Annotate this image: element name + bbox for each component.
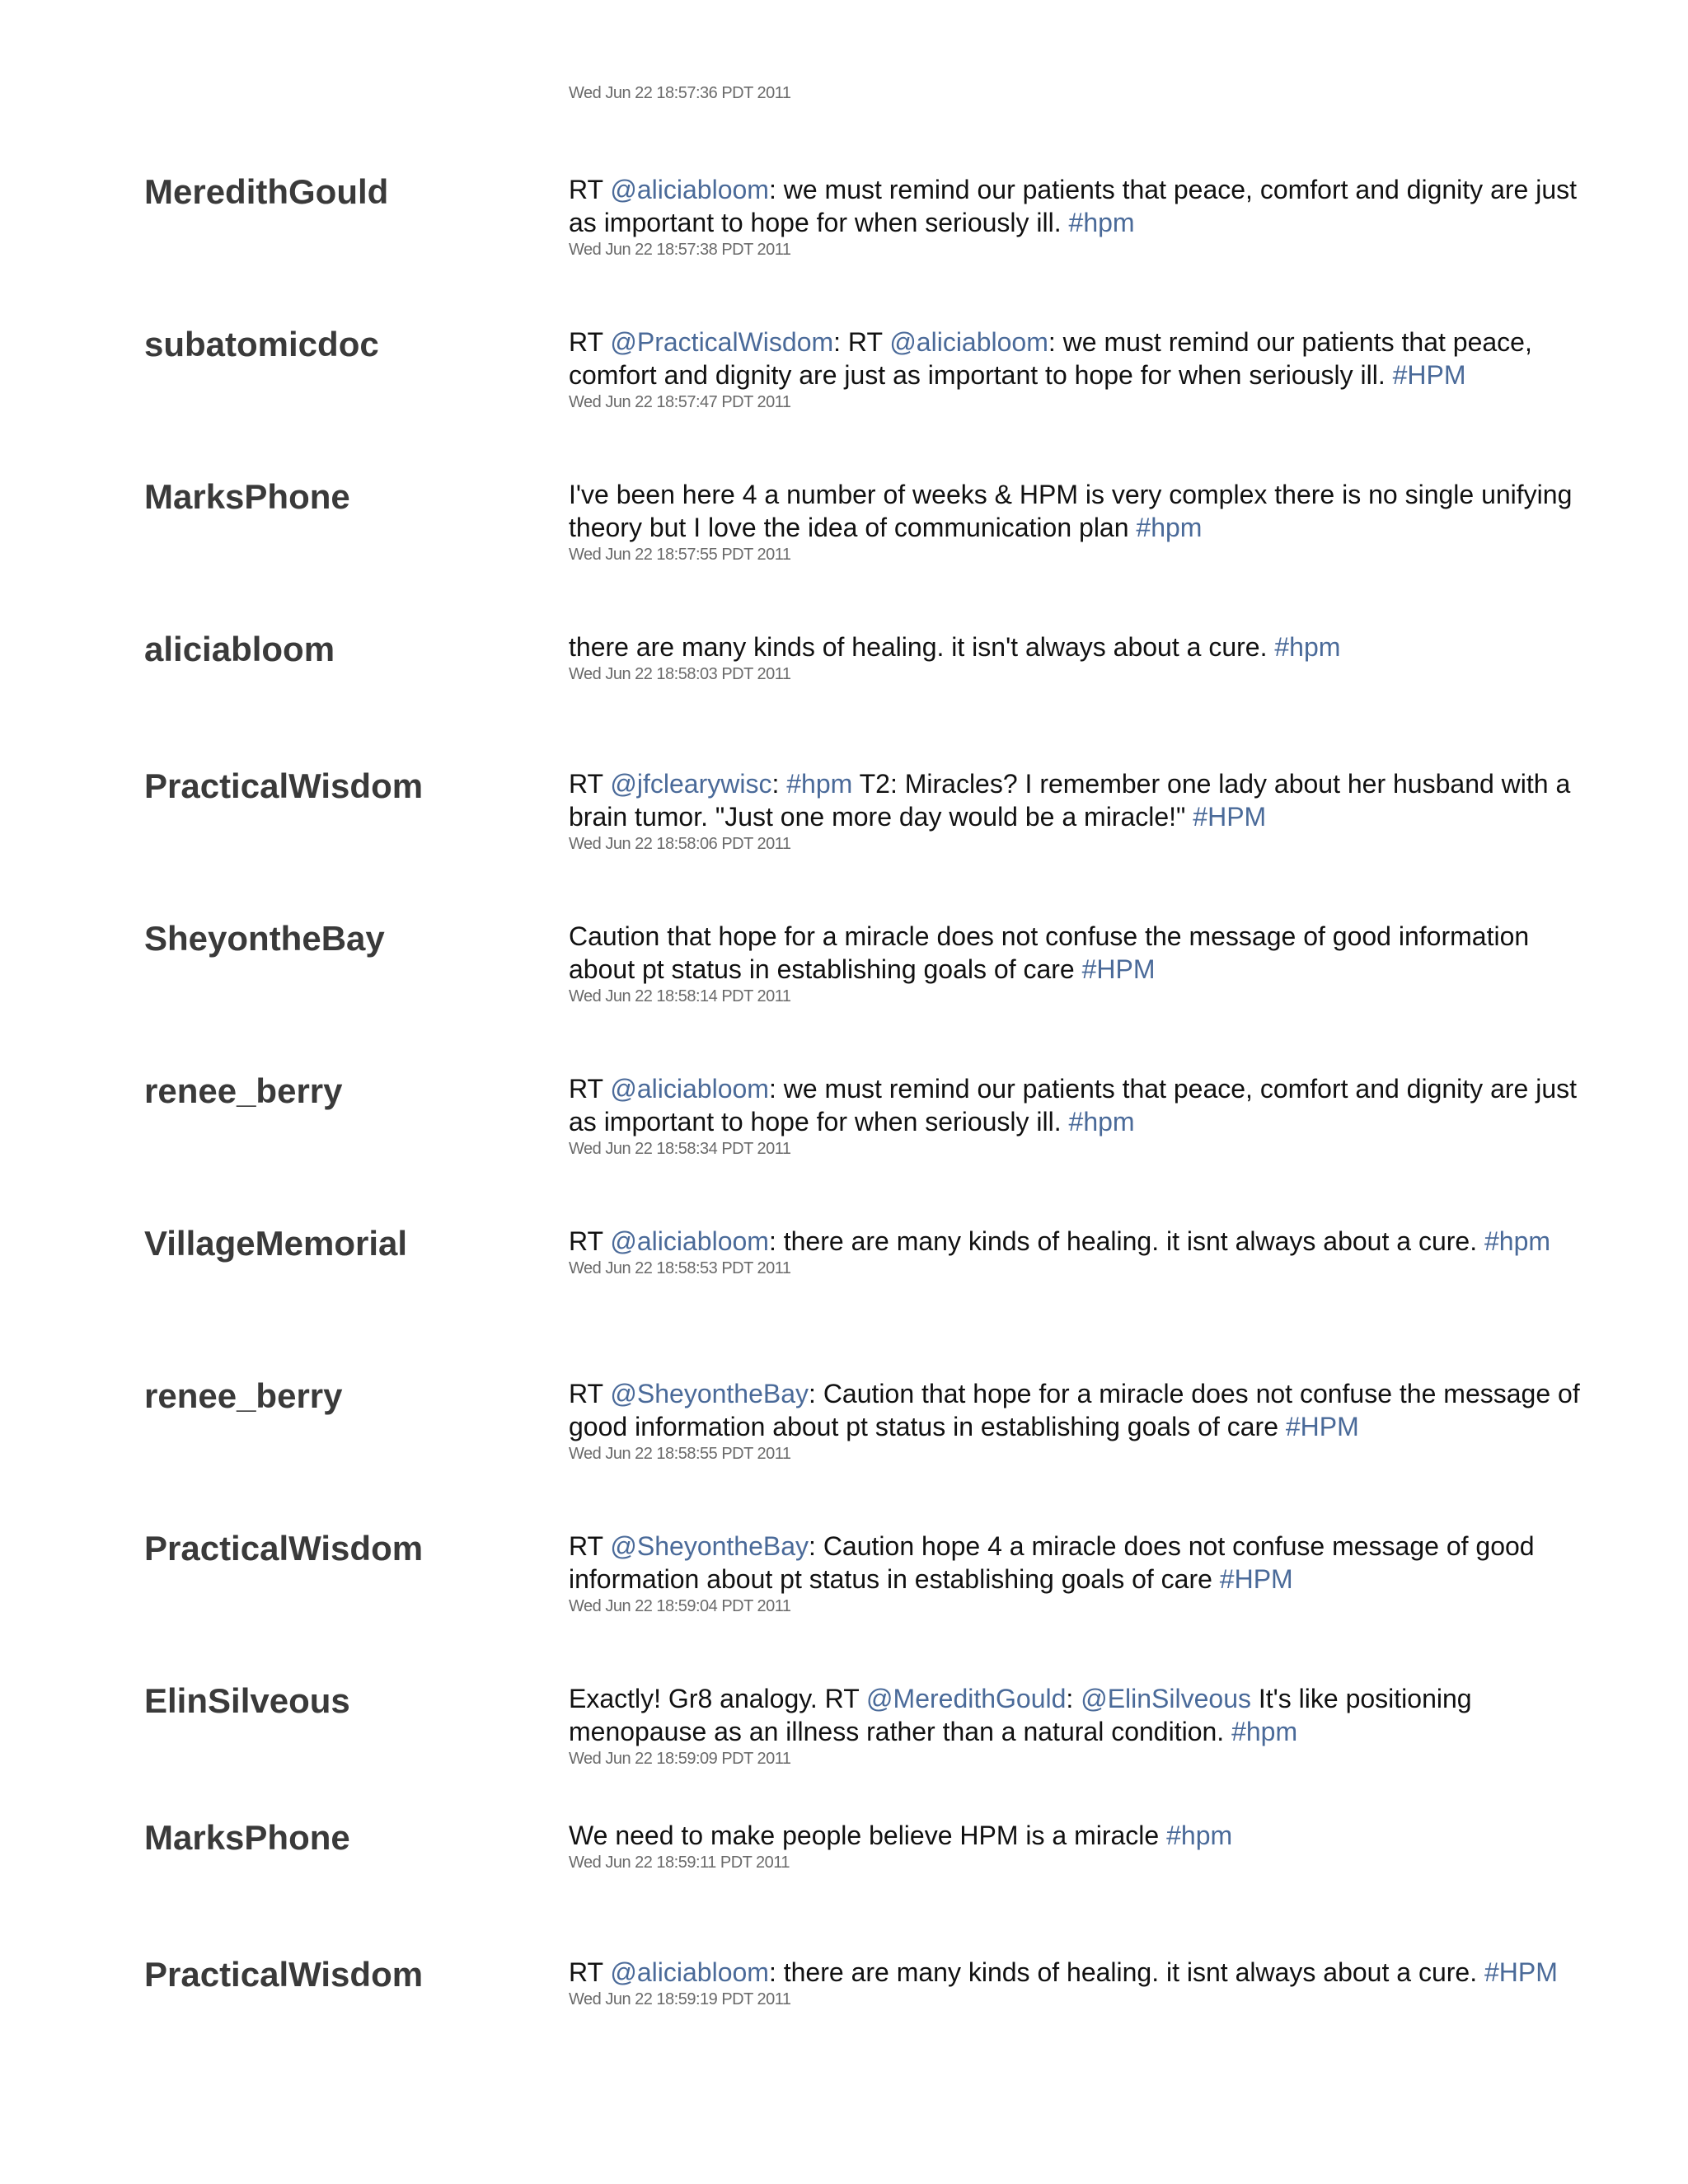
tweet-text	[569, 478, 1591, 544]
tweet-text-segment: RT	[569, 1957, 611, 1987]
tweet-author[interactable]: subatomicdoc	[144, 325, 379, 363]
hashtag-link[interactable]: #hpm	[1068, 208, 1135, 237]
tweet-author[interactable]: MarksPhone	[144, 1818, 350, 1857]
hashtag-link[interactable]: #HPM	[1193, 802, 1267, 832]
tweet-text	[569, 1819, 1591, 1852]
hashtag-link[interactable]: #HPM	[1219, 1564, 1293, 1594]
tweet-author[interactable]: ElinSilveous	[144, 1681, 350, 1720]
tweet-text-segment: : we must remind our patients that peace, comfort and dignity are just as important to hope for when seriously ill.	[569, 1074, 1577, 1137]
tweet-text	[569, 630, 1591, 663]
tweet-text	[569, 1682, 1591, 1748]
tweet-author[interactable]: renee_berry	[144, 1376, 343, 1415]
hashtag-link[interactable]: #HPM	[1484, 1957, 1558, 1987]
mention-link[interactable]: @PracticalWisdom	[610, 327, 834, 357]
tweet-text	[569, 767, 1591, 833]
tweet-text-segment: T2: Miracles? I remember one lady about her husband with a brain tumor. "Just one more day would be a miracle!"	[569, 769, 1571, 832]
tweet-text-segment: RT	[569, 327, 611, 357]
tweet-text	[569, 1956, 1591, 1989]
tweet-timestamp: Wed Jun 22 18:59:19 PDT 2011	[569, 1990, 791, 2008]
tweet-text-segment: there are many kinds of healing. it isn't always about a cure.	[569, 632, 1275, 662]
tweet-body	[569, 173, 1591, 260]
tweet-timestamp: Wed Jun 22 18:59:11 PDT 2011	[569, 1854, 790, 1872]
tweet-author[interactable]: VillageMemorial	[144, 1224, 408, 1263]
tweet-author[interactable]: aliciabloom	[144, 630, 335, 668]
tweet-text	[569, 1530, 1591, 1596]
tweet-text-segment: RT	[569, 1531, 611, 1561]
tweet-text-segment: :	[1066, 1684, 1081, 1713]
tweet-timestamp: Wed Jun 22 18:58:03 PDT 2011	[569, 665, 791, 683]
tweet-author[interactable]: PracticalWisdom	[144, 1529, 424, 1568]
tweet-body	[569, 920, 1591, 1007]
tweet-text-segment: RT	[569, 1226, 611, 1256]
tweet-body	[569, 1225, 1591, 1279]
mention-link[interactable]: @aliciabloom	[610, 1074, 769, 1104]
mention-link[interactable]: @jfclearywisc	[610, 769, 772, 799]
hashtag-link[interactable]: #hpm	[786, 769, 853, 799]
hashtag-link[interactable]: #HPM	[1392, 360, 1466, 390]
tweet-text	[569, 173, 1591, 239]
tweet-timestamp: Wed Jun 22 18:58:55 PDT 2011	[569, 1445, 791, 1463]
tweet-body	[569, 1682, 1591, 1769]
tweet-timestamp: Wed Jun 22 18:58:06 PDT 2011	[569, 835, 791, 853]
hashtag-link[interactable]: #HPM	[1285, 1412, 1359, 1441]
tweet-text-segment: RT	[569, 769, 611, 799]
tweet-body	[569, 1072, 1591, 1160]
tweet-body	[569, 1819, 1591, 1873]
hashtag-link[interactable]: #hpm	[1484, 1226, 1551, 1256]
hashtag-link[interactable]: #hpm	[1274, 632, 1341, 662]
tweet-timestamp: Wed Jun 22 18:59:04 PDT 2011	[569, 1597, 791, 1615]
tweet-timestamp: Wed Jun 22 18:58:34 PDT 2011	[569, 1140, 791, 1158]
hashtag-link[interactable]: #hpm	[1231, 1717, 1298, 1746]
tweet-text-segment: : there are many kinds of healing. it isnt always about a cure.	[768, 1226, 1484, 1256]
tweet-author[interactable]: renee_berry	[144, 1071, 343, 1110]
tweet-text	[569, 920, 1591, 986]
tweet-text-segment: : Caution hope 4 a miracle does not confuse message of good information about pt status in establishing goals of care	[569, 1531, 1535, 1594]
tweet-timestamp: Wed Jun 22 18:57:55 PDT 2011	[569, 546, 791, 564]
tweet-author[interactable]: MeredithGould	[144, 172, 389, 211]
mention-link[interactable]: @MeredithGould	[866, 1684, 1067, 1713]
mention-link[interactable]: @SheyontheBay	[610, 1531, 809, 1561]
tweet-timestamp: Wed Jun 22 18:57:38 PDT 2011	[569, 241, 791, 259]
tweet-body	[569, 1377, 1591, 1465]
tweet-body	[569, 767, 1591, 855]
mention-link[interactable]: @ElinSilveous	[1081, 1684, 1251, 1713]
tweet-text-segment: RT	[569, 1074, 611, 1104]
tweet-body	[569, 478, 1591, 565]
tweet-text	[569, 1377, 1591, 1443]
tweet-author[interactable]: PracticalWisdom	[144, 1955, 424, 1994]
tweet-text-segment: : there are many kinds of healing. it isnt always about a cure.	[768, 1957, 1484, 1987]
tweet-text-segment: RT	[569, 175, 611, 204]
tweet-text	[569, 1225, 1591, 1258]
tweet-text-segment: : we must remind our patients that peace, comfort and dignity are just as important to hope for when seriously ill.	[569, 327, 1532, 390]
tweet-text-segment: :	[771, 769, 787, 799]
tweet-text-segment: I've been here 4 a number of weeks & HPM is very complex there is no single unifying theory but I love the idea of communication plan	[569, 480, 1573, 542]
tweet-author[interactable]: MarksPhone	[144, 477, 350, 516]
tweet-text	[569, 1072, 1591, 1138]
tweet-text	[569, 326, 1591, 391]
mention-link[interactable]: @aliciabloom	[610, 1226, 769, 1256]
tweet-body	[569, 1956, 1591, 2010]
previous-tweet-fragment	[569, 82, 1582, 104]
mention-link[interactable]: @aliciabloom	[610, 1957, 769, 1987]
mention-link[interactable]: @aliciabloom	[610, 175, 769, 204]
tweet-text-segment: We need to make people believe HPM is a miracle	[569, 1821, 1167, 1850]
tweet-body	[569, 326, 1591, 413]
tweet-text-segment: Exactly! Gr8 analogy. RT	[569, 1684, 867, 1713]
hashtag-link[interactable]: #HPM	[1081, 954, 1156, 984]
tweet-timestamp: Wed Jun 22 18:57:36 PDT 2011	[569, 84, 791, 102]
mention-link[interactable]: @aliciabloom	[889, 327, 1048, 357]
tweet-text-segment: : RT	[833, 327, 890, 357]
tweet-body	[569, 630, 1591, 685]
hashtag-link[interactable]: #hpm	[1136, 513, 1203, 542]
tweet-text-segment: : Caution that hope for a miracle does not confuse the message of good information about pt status in establishing goals of care	[569, 1379, 1580, 1441]
tweet-author[interactable]: SheyontheBay	[144, 919, 385, 958]
mention-link[interactable]: @SheyontheBay	[610, 1379, 809, 1408]
tweet-text-segment: It's like positioning menopause as an illness rather than a natural condition.	[569, 1684, 1472, 1746]
tweet-text-segment: RT	[569, 1379, 611, 1408]
tweet-timestamp: Wed Jun 22 18:58:53 PDT 2011	[569, 1259, 791, 1277]
tweet-timestamp: Wed Jun 22 18:59:09 PDT 2011	[569, 1750, 791, 1768]
tweet-timestamp: Wed Jun 22 18:58:14 PDT 2011	[569, 987, 791, 1005]
hashtag-link[interactable]: #hpm	[1068, 1107, 1135, 1137]
tweet-text-segment: : we must remind our patients that peace, comfort and dignity are just as important to hope for when seriously ill.	[569, 175, 1577, 237]
tweet-author[interactable]: PracticalWisdom	[144, 766, 424, 805]
hashtag-link[interactable]: #hpm	[1166, 1821, 1233, 1850]
tweet-timestamp: Wed Jun 22 18:57:47 PDT 2011	[569, 393, 791, 411]
tweet-body	[569, 1530, 1591, 1617]
tweet-text-segment: Caution that hope for a miracle does not confuse the message of good information about pt status in establishing goals of care	[569, 921, 1530, 984]
